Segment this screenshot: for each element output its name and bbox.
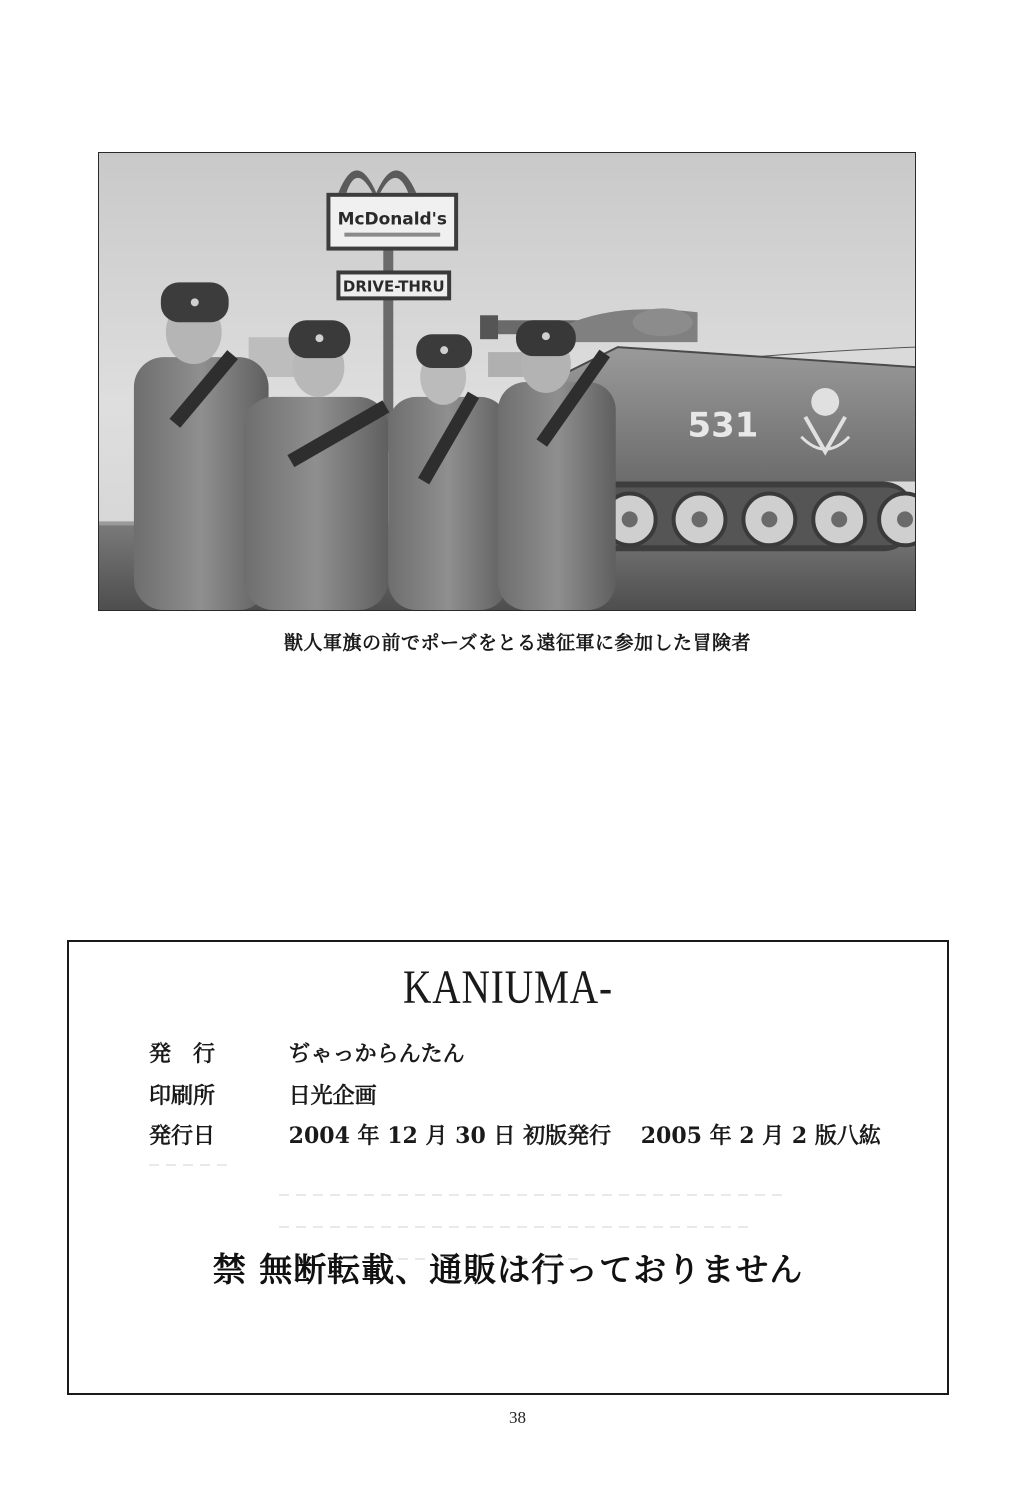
info-row-publication-date: [149, 1119, 881, 1150]
publication-date-value: 2004 年 12 月 30 日 初版発行 2005 年 2 月 2 版八紘: [288, 1123, 881, 1149]
page-number: 38: [509, 1408, 526, 1427]
photo-caption: 獣人軍旗の前でポーズをとる遠征軍に参加した冒険者: [283, 632, 752, 654]
printer-label: 印刷所: [149, 1083, 216, 1109]
publisher-value: ぢゃっからんたん: [288, 1041, 465, 1067]
publication-title: KANIUMA-: [403, 961, 613, 1014]
printer-value: 日光企画: [288, 1083, 377, 1109]
sign-sub-text: DRIVE-THRU: [342, 277, 445, 296]
colophon-box: [67, 940, 949, 1395]
sign-brand-text: McDonald's: [337, 208, 447, 229]
info-row-printer: [149, 1079, 377, 1110]
reproduction-notice: 禁 無断転載、通販は行っておりません: [212, 1250, 804, 1289]
photo-soldiers-and-armored-vehicle: [98, 152, 916, 611]
vehicle-number: 531: [687, 405, 759, 445]
mcdonalds-sign: [326, 193, 458, 251]
publisher-label: 発 行: [149, 1041, 216, 1067]
info-row-publisher: [149, 1037, 465, 1068]
publication-date-label: 発行日: [149, 1123, 216, 1149]
drive-thru-sign: [336, 270, 451, 300]
